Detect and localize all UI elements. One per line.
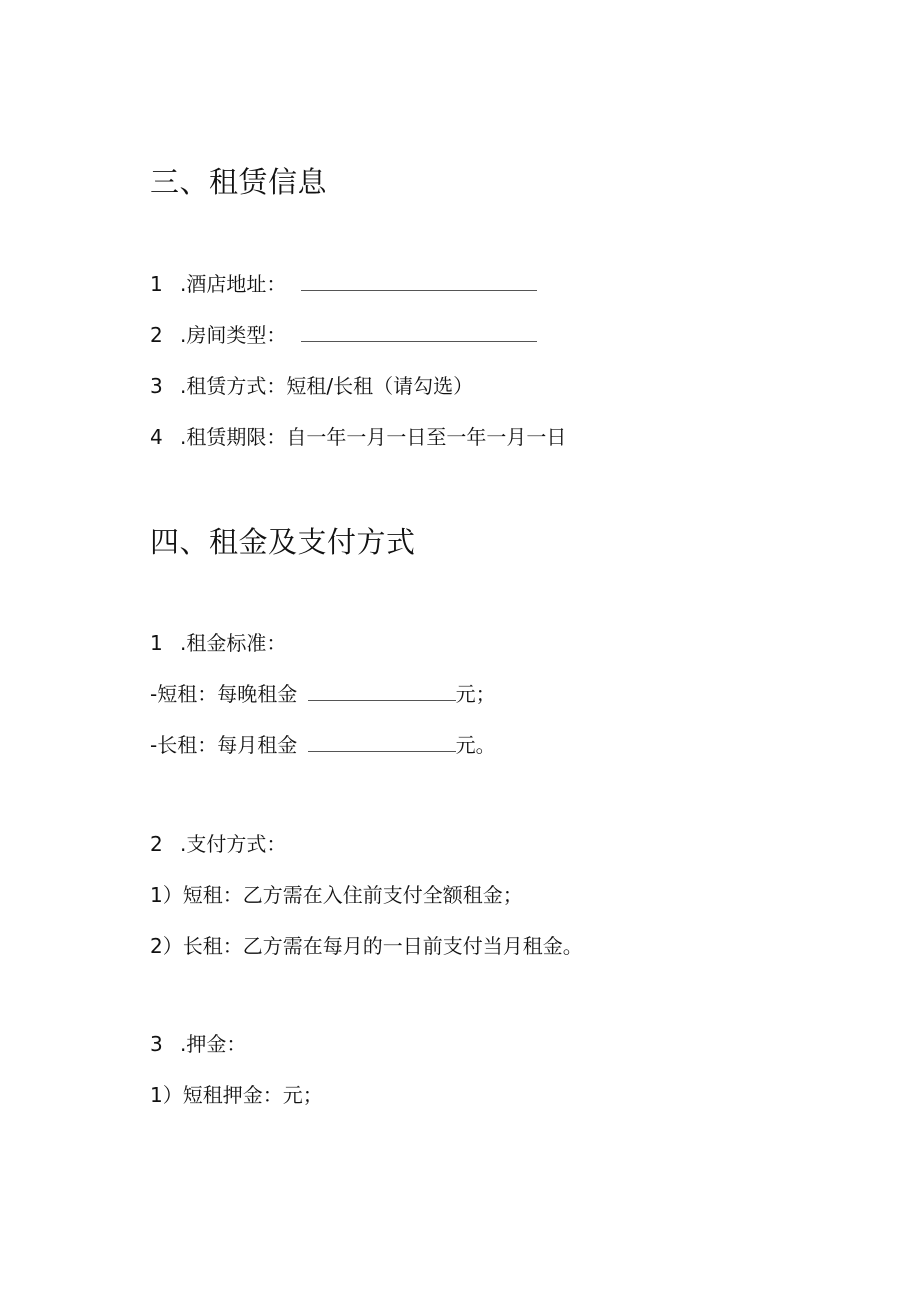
item-number: 1 xyxy=(150,272,163,296)
lease-method-text: .租赁方式：短租/长租（请勾选） xyxy=(180,374,474,398)
rent-standard-line xyxy=(150,630,286,656)
hotel-address-line xyxy=(150,271,537,297)
short-rent-line xyxy=(150,681,496,707)
lease-term-line xyxy=(150,424,566,450)
deposit-line xyxy=(150,1031,246,1057)
short-rent-prefix: -短租：每晚租金 xyxy=(150,682,298,706)
section-4-heading: 四、租金及支付方式 xyxy=(150,525,416,559)
item-number: 3 xyxy=(150,374,163,398)
long-rent-blank xyxy=(308,733,456,752)
payment-long-line: 2）长租：乙方需在每月的一日前支付当月租金。 xyxy=(150,934,583,958)
long-rent-line xyxy=(150,732,496,758)
payment-method-label: .支付方式： xyxy=(180,832,287,856)
payment-short-line: 1）短租：乙方需在入住前支付全额租金； xyxy=(150,883,523,907)
room-type-line xyxy=(150,322,537,348)
item-number: 1 xyxy=(150,631,163,655)
rent-standard-label: .租金标准： xyxy=(180,631,287,655)
lease-method-line xyxy=(150,373,473,399)
item-number: 4 xyxy=(150,425,163,449)
item-number: 2 xyxy=(150,832,163,856)
long-rent-prefix: -长租：每月租金 xyxy=(150,733,298,757)
short-rent-suffix: 元； xyxy=(455,682,496,706)
room-type-label: .房间类型： xyxy=(180,323,287,347)
lease-term-text: .租赁期限：自一年一月一日至一年一月一日 xyxy=(180,425,567,449)
item-number: 3 xyxy=(150,1032,163,1056)
room-type-blank xyxy=(301,323,537,342)
deposit-short-line: 1）短租押金：元； xyxy=(150,1083,323,1107)
short-rent-blank xyxy=(308,682,456,701)
long-rent-suffix: 元。 xyxy=(455,733,496,757)
section-3-heading: 三、租赁信息 xyxy=(150,165,328,199)
payment-method-line xyxy=(150,831,286,857)
hotel-address-blank xyxy=(301,272,537,291)
item-number: 2 xyxy=(150,323,163,347)
deposit-label: .押金： xyxy=(180,1032,247,1056)
hotel-address-label: .酒店地址： xyxy=(180,272,287,296)
